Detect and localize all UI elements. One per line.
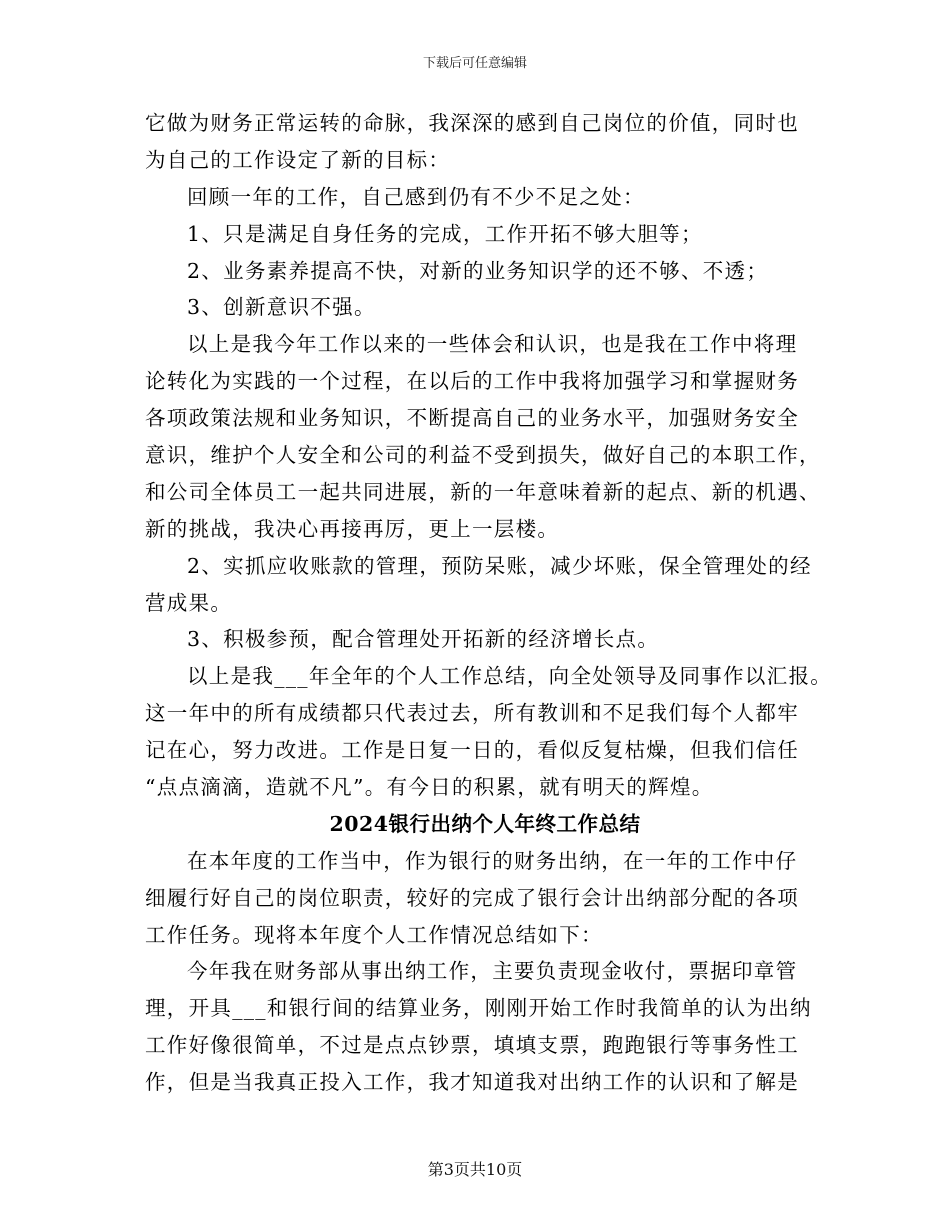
list-item: 1、只是满足自身任务的完成，工作开拓不够大胆等； [187, 221, 703, 246]
text-line: 各项政策法规和业务知识，不断提高自己的业务水平，加强财务安全 [145, 406, 799, 431]
text-line: 意识，维护个人安全和公司的利益不受到损失，做好自己的本职工作， [145, 443, 821, 468]
text-line: 以上是我___年全年的个人工作总结，向全处领导及同事作以汇报。 [187, 664, 833, 689]
text-line: 记在心，努力改进。工作是日复一日的，看似反复枯燥，但我们信任 [145, 738, 799, 763]
list-item: 3、积极参预，配合管理处开拓新的经济增长点。 [187, 627, 660, 652]
text-line: 它做为财务正常运转的命脉，我深深的感到自己岗位的价值，同时也 [145, 111, 799, 135]
page-number: 第3页共10页 [427, 1160, 523, 1179]
text-line: 和公司全体员工一起共同进展，新的一年意味着新的起点、新的机遇、 [145, 479, 821, 504]
list-item: 2、实抓应收账款的管理，预防呆账，减少坏账，保全管理处的经 [187, 553, 812, 578]
text-line: 在本年度的工作当中，作为银行的财务出纳，在一年的工作中仔 [187, 848, 798, 873]
list-item: 2、业务素养提高不快，对新的业务知识学的还不够、不透； [187, 258, 769, 283]
text-line: 以上是我今年工作以来的一些体会和认识，也是我在工作中将理 [187, 332, 798, 357]
section-title: 2024银行出纳个人年终工作总结 [329, 811, 641, 836]
text-line: 今年我在财务部从事出纳工作，主要负责现金收付，票据印章管 [187, 959, 798, 984]
text-line: 工作好像很简单，不过是点点钞票，填填支票，跑跑银行等事务性工 [145, 1033, 799, 1058]
text-line: 细履行好自己的岗位职责，较好的完成了银行会计出纳部分配的各项 [145, 885, 799, 910]
text-line: 为自己的工作设定了新的目标： [145, 147, 451, 172]
page-header: 下载后可任意编辑 [422, 56, 527, 71]
text-line: 论转化为实践的一个过程，在以后的工作中我将加强学习和掌握财务 [145, 369, 799, 394]
text-line: 这一年中的所有成绩都只代表过去，所有教训和不足我们每个人都牢 [145, 701, 799, 726]
list-item: 3、创新意识不强。 [187, 295, 376, 320]
text-line: 新的挑战，我决心再接再厉，更上一层楼。 [145, 516, 560, 541]
text-line: 作，但是当我真正投入工作，我才知道我对出纳工作的认识和了解是 [145, 1070, 799, 1095]
text-line: 工作任务。现将本年度个人工作情况总结如下： [145, 922, 603, 947]
document-body [145, 105, 833, 1101]
text-line: “点点滴滴，造就不凡”。有今日的积累，就有明天的辉煌。 [145, 775, 714, 800]
text-line: 回顾一年的工作，自己感到仍有不少不足之处： [187, 184, 645, 209]
text-line: 营成果。 [145, 590, 233, 615]
text-line: 理，开具___和银行间的结算业务，刚刚开始工作时我简单的认为出纳 [145, 996, 812, 1021]
